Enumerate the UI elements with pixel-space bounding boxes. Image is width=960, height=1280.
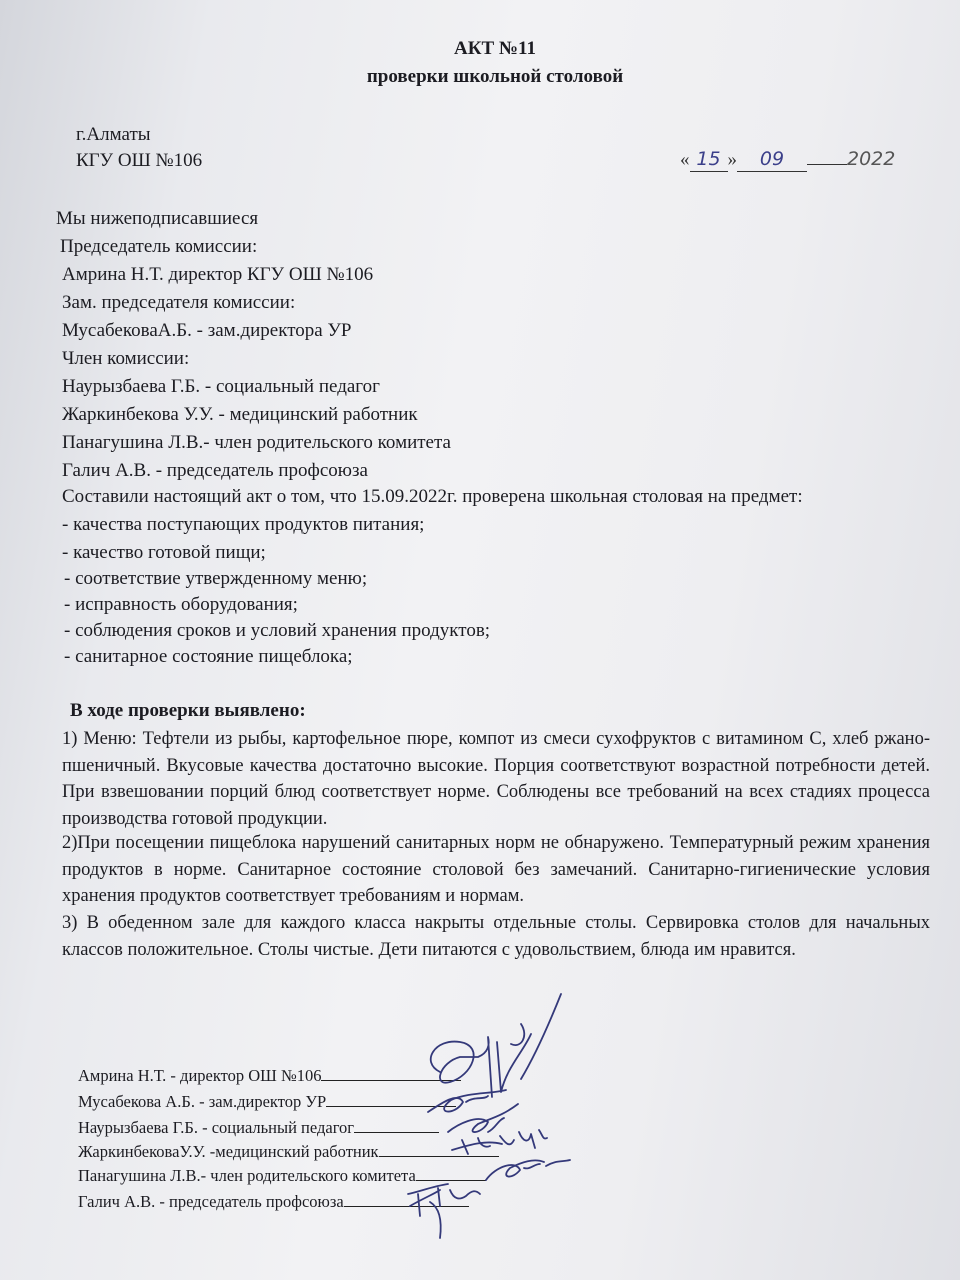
vice-name: МусабековаА.Б. - зам.директора УР xyxy=(62,320,352,341)
vice-label: Зам. председателя комиссии: xyxy=(62,292,296,313)
signature-6-mark xyxy=(408,1184,480,1238)
check-item-6: - санитарное состояние пищеблока; xyxy=(64,646,353,667)
signature-label-1: Амрина Н.Т. - директор ОШ №106 xyxy=(78,1066,322,1085)
signature-label-2: Мусабекова А.Б. - зам.директор УР xyxy=(78,1092,327,1111)
check-item-1: - качества поступающих продуктов питания; xyxy=(62,514,425,535)
act-subtitle: проверки школьной столовой xyxy=(366,66,624,87)
finding-1: 1) Меню: Тефтели из рыбы, картофельное пюре, компот из смеси сухофруктов с витамином С, хлеб ржано-пшеничный. Вкусовые качества достаточно высокие. Порция соответствуют возрастной потребности детей. При взвешовании порций блюд соответствует норме. Соблюдены все требований на всех стадиях процесса производства готовой продукции. xyxy=(62,729,930,829)
signature-1-mark xyxy=(431,994,561,1097)
finding-3: 3) В обеденном зале для каждого класса накрыты отдельные столы. Сервировка столов для начальных классов положительное. Столы чистые. Дети питаются с удовольствием, блюда им нравится. xyxy=(62,913,930,960)
check-item-3: - соответствие утвержденному меню; xyxy=(64,568,368,589)
finding-2: 2)При посещении пищеблока нарушений санитарных норм не обнаружено. Температурный режим хранения продуктов в норме. Санитарное состояние столовой без замечаний. Санитарно-гигиенические условия хранения продуктов соответствует требованиям и нормам. xyxy=(62,833,930,906)
check-item-5: - соблюдения сроков и условий хранения продуктов; xyxy=(64,620,491,641)
act-statement: Составили настоящий акт о том, что 15.09.2022г. проверена школьная столовая на предмет: xyxy=(62,486,803,507)
member-1: Наурызбаева Г.Б. - социальный педагог xyxy=(62,376,380,397)
findings-heading: В ходе проверки выявлено: xyxy=(70,700,306,721)
signature-2-mark xyxy=(428,1090,506,1112)
member-2: Жаркинбекова У.У. - медицинский работник xyxy=(62,404,418,425)
chair-name: Амрина Н.Т. директор КГУ ОШ №106 xyxy=(62,264,374,285)
date-month: 09 xyxy=(759,148,785,170)
chair-label: Председатель комиссии: xyxy=(60,236,258,257)
organization: КГУ ОШ №106 xyxy=(76,150,203,171)
date-year: 2022 xyxy=(847,148,896,170)
member-3: Панагушина Л.В.- член родительского комитета xyxy=(62,432,451,453)
date-open-quote: « xyxy=(680,149,690,170)
date-day: 15 xyxy=(696,148,721,170)
city: г.Алматы xyxy=(76,124,151,145)
signature-4-mark xyxy=(452,1130,547,1154)
commission-intro: Мы нижеподписавшиеся xyxy=(56,208,259,229)
signature-label-5: Панагушина Л.В.- член родительского комитета xyxy=(78,1166,416,1185)
members-label: Член комиссии: xyxy=(62,348,190,369)
check-item-4: - исправность оборудования; xyxy=(64,594,298,615)
member-4: Галич А.В. - председатель профсоюза xyxy=(62,460,368,481)
act-title: АКТ №11 xyxy=(454,38,536,59)
signature-label-3: Наурызбаева Г.Б. - социальный педагог xyxy=(78,1118,355,1137)
signature-label-6: Галич А.В. - председатель профсоюза xyxy=(78,1192,344,1211)
signature-label-4: ЖаркинбековаУ.У. -медицинский работник xyxy=(78,1142,379,1161)
signature-5-mark xyxy=(486,1160,570,1180)
check-item-2: - качество готовой пищи; xyxy=(62,542,266,563)
date-close-quote: » xyxy=(727,149,737,170)
